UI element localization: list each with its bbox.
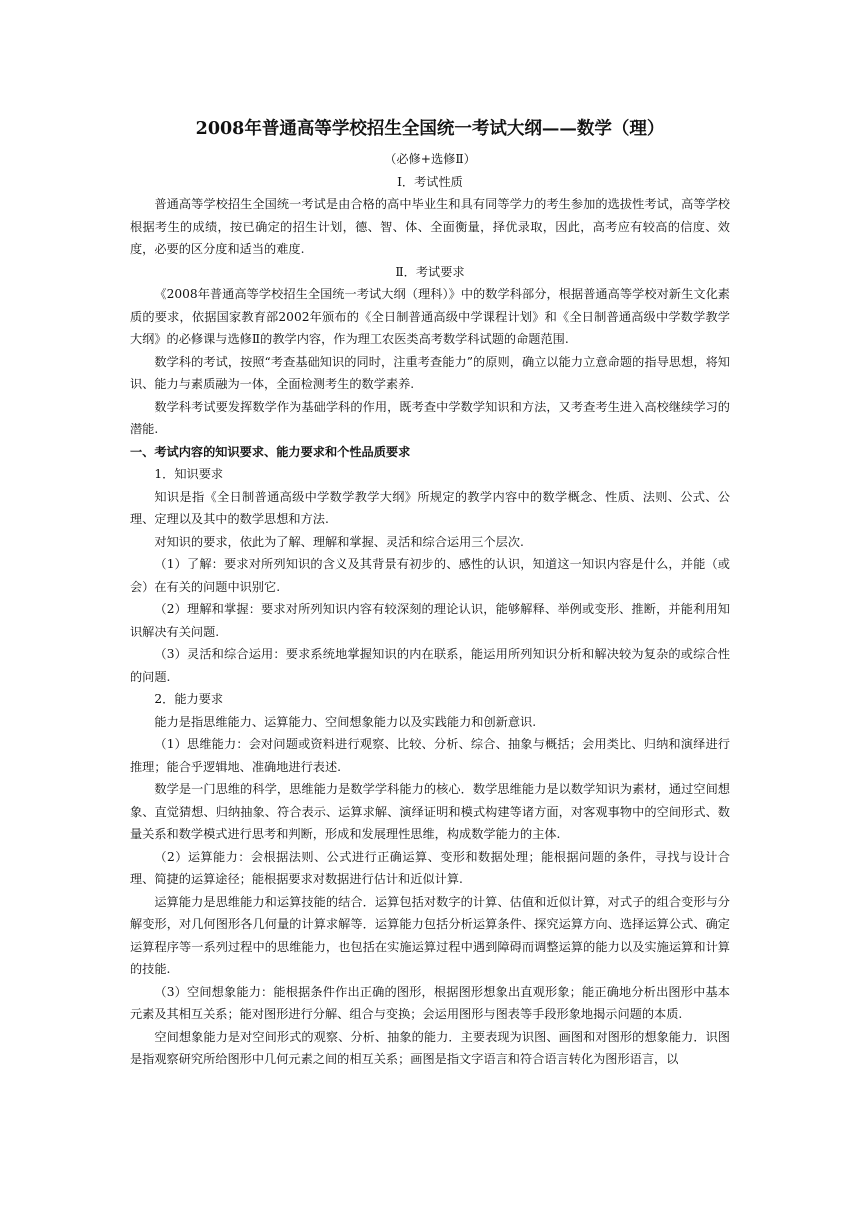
paragraph: （1）了解：要求对所列知识的含义及其背景有初步的、感性的认识，知道这一知识内容是什么，并能（或会）在有关的问题中识别它.	[130, 557, 730, 594]
paragraph: 能力是指思维能力、运算能力、空间想象能力以及实践能力和创新意识.	[154, 714, 537, 729]
paragraph: 运算能力是思维能力和运算技能的结合．运算包括对数字的计算、估值和近似计算，对式子的组合变形与分解变形，对几何图形各几何量的计算求解等．运算能力包括分析运算条件、探究运算方向、选择运算公式、确定运算程序等一系列过程中的思维能力，也包括在实施运算过程中遇到障碍而调整运算的能力以及实施运算和计算的技能.	[130, 894, 730, 976]
paragraph: 空间想象能力是对空间形式的观察、分析、抽象的能力．主要表现为识图、画图和对图形的想象能力．识图是指观察研究所给图形中几何元素之间的相互关系；画图是指文字语言和符合语言转化为图形语言，以	[130, 1029, 730, 1066]
paragraph: 数学科的考试，按照“考查基础知识的同时，注重考查能力”的原则，确立以能力立意命题的指导思想，将知识、能力与素质融为一体，全面检测考生的数学素养.	[130, 354, 730, 391]
part-heading: 一、考试内容的知识要求、能力要求和个性品质要求	[130, 444, 411, 459]
section-heading-exam-requirements: Ⅱ．考试要求	[395, 264, 465, 279]
paragraph: （2）理解和掌握：要求对所列知识内容有较深刻的理论认识，能够解释、举例或变形、推断，并能利用知识解决有关问题.	[130, 602, 730, 639]
paragraph: 知识是指《全日制普通高级中学数学教学大纲》所规定的教学内容中的数学概念、性质、法则、公式、公理、定理以及其中的数学思想和方法.	[130, 489, 730, 526]
paragraph: 数学是一门思维的科学，思维能力是数学学科能力的核心．数学思维能力是以数学知识为素材，通过空间想象、直觉猜想、归纳抽象、符合表示、运算求解、演绎证明和模式构建等诸方面，对客观事物中的空间形式、数量关系和数学模式进行思考和判断，形成和发展理性思维，构成数学能力的主体.	[130, 782, 730, 841]
paragraph: （2）运算能力：会根据法则、公式进行正确运算、变形和数据处理；能根据问题的条件，寻找与设计合理、简捷的运算途径；能根据要求对数据进行估计和近似计算.	[130, 849, 730, 886]
paragraph: 普通高等学校招生全国统一考试是由合格的高中毕业生和具有同等学力的考生参加的选拔性考试，高等学校根据考生的成绩，按已确定的招生计划，德、智、体、全面衡量，择优录取，因此，高考应有较高的信度、效度，必要的区分度和适当的难度.	[130, 197, 730, 256]
paragraph: （3）空间想象能力：能根据条件作出正确的图形，根据图形想象出直观形象；能正确地分析出图形中基本元素及其相互关系；能对图形进行分解、组合与变换；会运用图形与图表等手段形象地揭示问题的本质.	[130, 984, 730, 1021]
paragraph: （1）思维能力：会对问题或资料进行观察、比较、分析、综合、抽象与概括；会用类比、归纳和演绎进行推理；能合乎逻辑地、准确地进行表述.	[130, 737, 730, 774]
paragraph: 数学科考试要发挥数学作为基础学科的作用，既考查中学数学知识和方法，又考查考生进入高校继续学习的潜能.	[130, 399, 730, 436]
paragraph: （3）灵活和综合运用：要求系统地掌握知识的内在联系，能运用所列知识分析和解决较为复杂的或综合性的问题.	[130, 647, 730, 684]
subheading-ability: 2．能力要求	[154, 692, 224, 706]
document-title: 2008年普通高等学校招生全国统一考试大纲——数学（理）	[195, 119, 665, 139]
paragraph: 对知识的要求，依此为了解、理解和掌握、灵活和综合运用三个层次.	[154, 534, 524, 549]
document-subtitle: （必修+选修Ⅱ）	[384, 152, 476, 166]
document-page	[130, 114, 730, 1071]
subheading-knowledge: 1．知识要求	[154, 467, 224, 481]
paragraph: 《2008年普通高等学校招生全国统一考试大纲（理科）》中的数学科部分，根据普通高等学校对新生文化素质的要求，依据国家教育部2002年颁布的《全日制普通高级中学课程计划》和《全日制普通高级中学数学教学大纲》的必修课与选修Ⅱ的教学内容，作为理工农医类高考数学科试题的命题范围.	[130, 287, 730, 346]
section-heading-exam-nature: Ⅰ．考试性质	[397, 174, 463, 189]
